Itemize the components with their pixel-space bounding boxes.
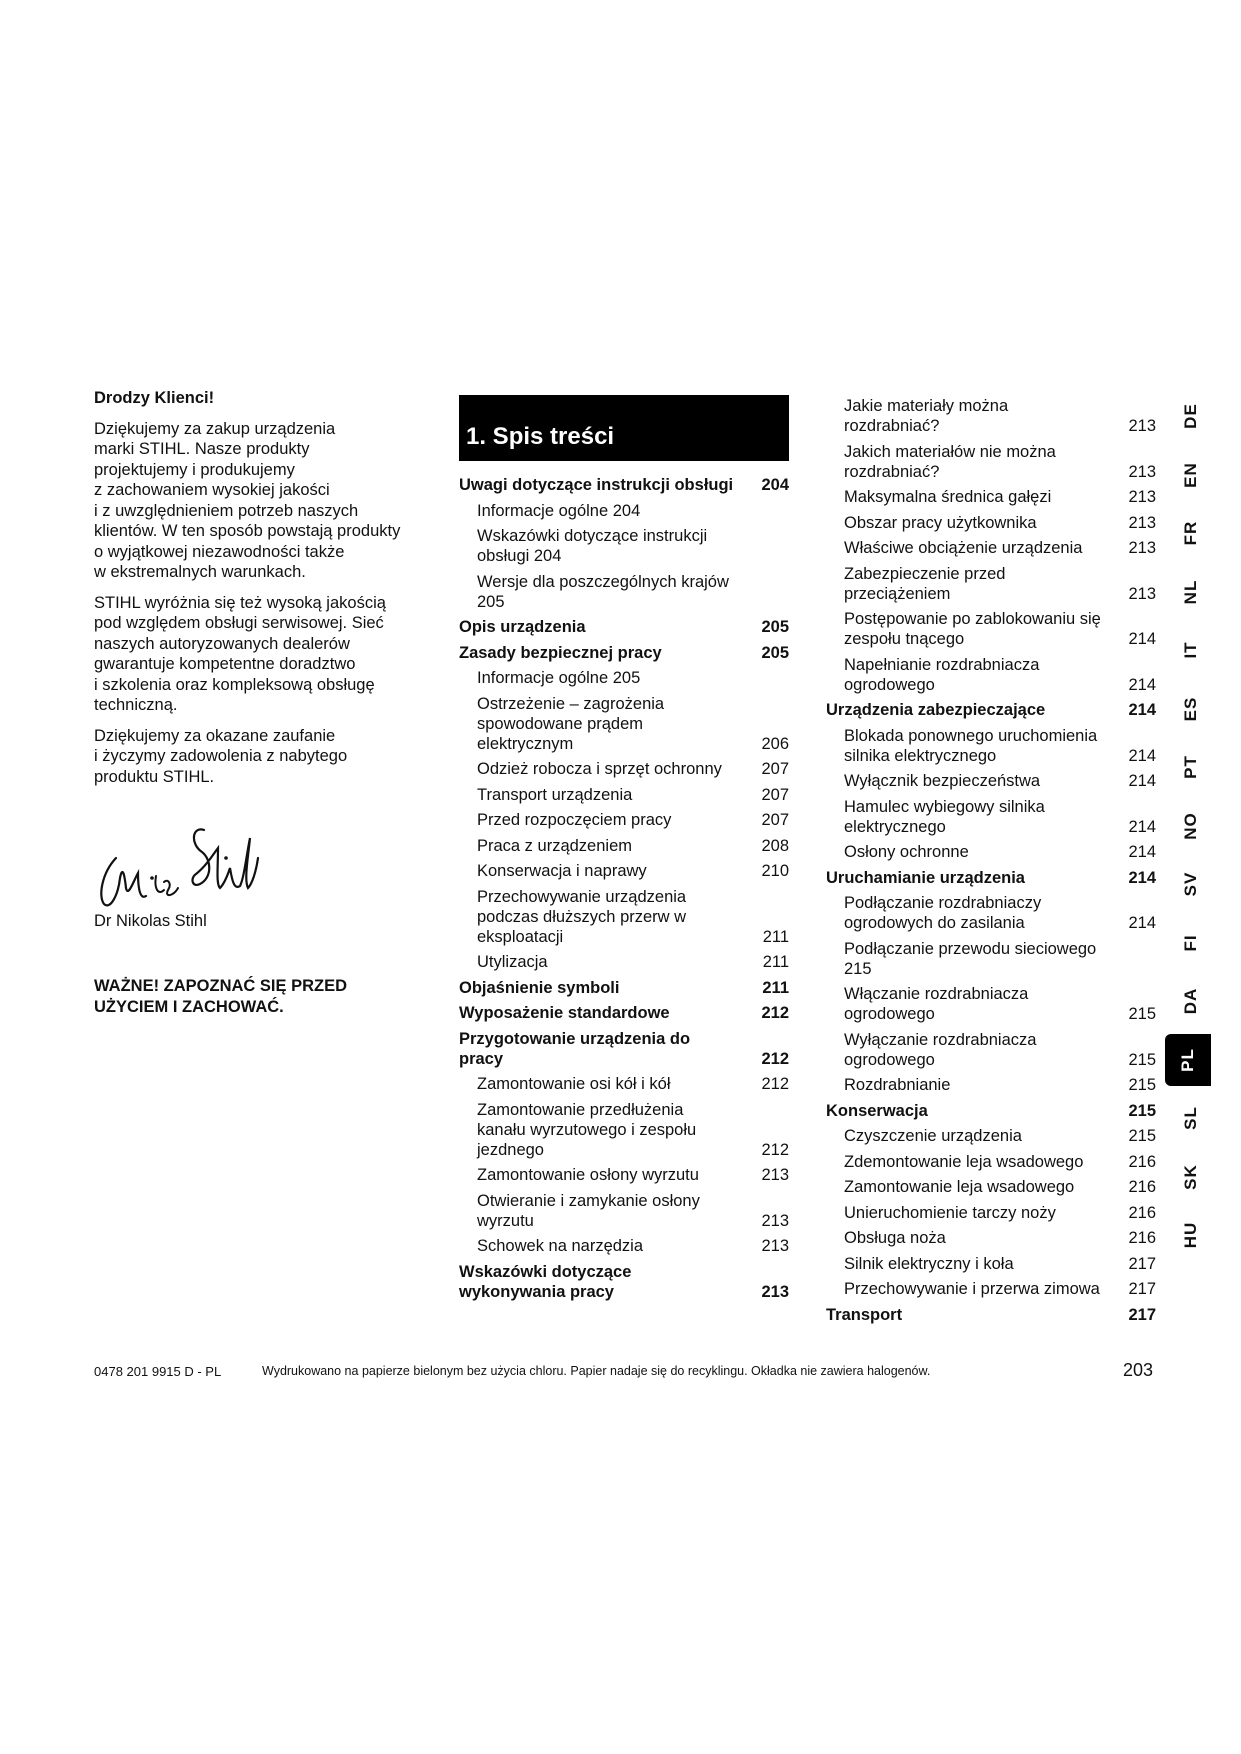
toc-entry-title: Transport bbox=[826, 1305, 903, 1324]
toc-entry-page: 205 bbox=[761, 643, 789, 662]
toc-entry-title: Włączanie rozdrabniacza ogrodowego bbox=[844, 985, 1029, 1023]
language-tab-de[interactable] bbox=[1171, 390, 1211, 442]
toc-entry bbox=[826, 655, 1156, 695]
toc-entry bbox=[826, 842, 1156, 862]
toc-entry-page: 206 bbox=[761, 734, 789, 753]
toc-entry-page: 213 bbox=[761, 1282, 789, 1301]
toc-entry-page: 213 bbox=[1128, 539, 1156, 557]
toc-entry-title: Hamulec wybiegowy silnika elektrycznego bbox=[844, 797, 1045, 836]
toc-entry-page: 214 bbox=[1128, 701, 1156, 719]
language-tab-label: NL bbox=[1181, 579, 1200, 604]
toc-entry-title: Konserwacja i naprawy bbox=[477, 862, 647, 880]
toc-entry-page: 211 bbox=[762, 978, 789, 997]
intro-paragraph-3: Dziękujemy za okazane zaufanie i życzymy zadowolenia z nabytego produktu STIHL. bbox=[94, 726, 348, 786]
toc-entry-title: Postępowanie po zablokowaniu się zespołu tnącego bbox=[844, 610, 1101, 648]
toc-entry-title: Wersje dla poszczególnych krajów 205 bbox=[477, 572, 729, 611]
toc-entry-page: 216 bbox=[1128, 1203, 1156, 1222]
toc-entry-page: 212 bbox=[761, 1049, 789, 1068]
toc-entry bbox=[826, 700, 1156, 720]
toc-entry bbox=[826, 939, 1156, 979]
toc-entry-title: Zabezpieczenie przed przeciążeniem bbox=[844, 564, 1006, 603]
language-tab-en[interactable] bbox=[1171, 449, 1211, 501]
toc-entry bbox=[459, 572, 789, 612]
toc-entry bbox=[826, 868, 1156, 888]
toc-entry-title: Unieruchomienie tarczy noży bbox=[844, 1203, 1056, 1222]
toc-entry-page: 216 bbox=[1128, 1229, 1156, 1247]
toc-entry-title: Otwieranie i zamykanie osłony wyrzutu bbox=[477, 1191, 700, 1230]
toc-entry-page: 213 bbox=[761, 1237, 789, 1255]
toc-entry bbox=[459, 887, 789, 947]
toc-entry-page: 213 bbox=[761, 1166, 789, 1184]
toc-entry bbox=[459, 1074, 789, 1094]
toc-entry-page: 211 bbox=[762, 927, 789, 946]
toc-entry-page: 215 bbox=[1128, 1101, 1156, 1120]
toc-entry bbox=[826, 893, 1156, 933]
toc-column-3 bbox=[826, 396, 1156, 1330]
toc-entry bbox=[459, 1100, 789, 1160]
toc-entry bbox=[826, 609, 1156, 649]
language-tab-label: PT bbox=[1181, 755, 1200, 779]
toc-entry-title: Właściwe obciążenie urządzenia bbox=[844, 539, 1083, 557]
toc-entry bbox=[826, 487, 1156, 507]
intro-paragraph-2: STIHL wyróżnia się też wysoką jakością pod względem obsługi serwisowej. Sieć naszych autoryzowanych dealerów gwarantuje kompetentne doradztwo i szkolenia oraz kompleksową obsługę techniczną. bbox=[94, 593, 386, 714]
toc-entry bbox=[459, 1191, 789, 1231]
language-tab-label: SL bbox=[1181, 1106, 1200, 1130]
language-tab-label: DE bbox=[1181, 403, 1200, 429]
toc-entry-title: Jakie materiały można rozdrabniać? bbox=[844, 397, 1009, 435]
toc-entry-title: Podłączanie przewodu sieciowego 215 bbox=[844, 939, 1097, 978]
toc-entry bbox=[826, 1075, 1156, 1095]
language-tab-label: ES bbox=[1181, 696, 1200, 721]
toc-entry bbox=[459, 836, 789, 856]
toc-entry bbox=[826, 1152, 1156, 1172]
printing-note: Wydrukowano na papierze bielonym bez użycia chloru. Papier nadaje się do recyklingu. Okładka nie zawiera halogenów. bbox=[262, 1364, 931, 1378]
intro-letter bbox=[94, 388, 424, 797]
language-tab-hu[interactable] bbox=[1171, 1209, 1211, 1261]
toc-entry-title: Konserwacja bbox=[826, 1101, 928, 1120]
toc-entry-page: 215 bbox=[1128, 1050, 1156, 1069]
toc-entry-title: Wyłącznik bezpieczeństwa bbox=[844, 772, 1041, 790]
toc-column-2 bbox=[459, 475, 789, 1307]
language-tab-label: SV bbox=[1181, 871, 1200, 897]
language-tab-label: FI bbox=[1181, 933, 1200, 952]
toc-entry-title: Obsługa noża bbox=[844, 1229, 946, 1247]
toc-entry bbox=[459, 1165, 789, 1185]
toc-entry-title: Przechowywanie i przerwa zimowa bbox=[844, 1280, 1100, 1298]
toc-entry-page: 215 bbox=[1128, 1005, 1156, 1023]
toc-entry-page: 214 bbox=[1128, 868, 1156, 887]
language-tab-label: PL bbox=[1178, 1047, 1197, 1072]
toc-entry bbox=[826, 1126, 1156, 1146]
toc-entry-page: 216 bbox=[1128, 1152, 1156, 1171]
toc-entry bbox=[826, 442, 1156, 482]
toc-entry-title: Wyposażenie standardowe bbox=[459, 1004, 670, 1022]
toc-entry bbox=[459, 810, 789, 830]
toc-entry-page: 214 bbox=[1128, 630, 1156, 648]
toc-entry-page: 207 bbox=[761, 785, 789, 804]
toc-entry-title: Przygotowanie urządzenia do pracy bbox=[459, 1029, 691, 1068]
toc-entry-title: Objaśnienie symboli bbox=[459, 978, 620, 997]
toc-entry bbox=[826, 1030, 1156, 1070]
toc-entry-title: Zamontowanie osi kół i kół bbox=[477, 1075, 671, 1093]
toc-entry bbox=[459, 643, 789, 663]
toc-entry-title: Wskazówki dotyczące instrukcji obsługi 204 bbox=[477, 527, 708, 565]
toc-entry bbox=[459, 861, 789, 881]
toc-entry-title: Przed rozpoczęciem pracy bbox=[477, 811, 672, 829]
toc-entry-title: Silnik elektryczny i koła bbox=[844, 1254, 1014, 1273]
toc-entry-title: Zamontowanie przedłużenia kanału wyrzutowego i zespołu jezdnego bbox=[477, 1100, 697, 1159]
toc-title-bar bbox=[459, 395, 789, 461]
toc-entry-title: Napełnianie rozdrabniacza ogrodowego bbox=[844, 655, 1040, 694]
toc-entry bbox=[826, 984, 1156, 1024]
toc-entry-title: Podłączanie rozdrabniaczy ogrodowych do zasilania bbox=[844, 894, 1042, 932]
toc-entry bbox=[826, 538, 1156, 558]
toc-entry-title: Uwagi dotyczące instrukcji obsługi bbox=[459, 476, 734, 494]
toc-entry-page: 215 bbox=[1128, 1127, 1156, 1145]
warning-notice: WAŻNE! ZAPOZNAĆ SIĘ PRZED UŻYCIEM I ZACHOWAĆ. bbox=[94, 977, 348, 1016]
language-tab-pt[interactable] bbox=[1171, 741, 1211, 793]
toc-entry-title: Zamontowanie osłony wyrzutu bbox=[477, 1166, 699, 1184]
language-tab-label: SK bbox=[1181, 1163, 1200, 1190]
toc-entry-page: 214 bbox=[1128, 817, 1156, 836]
toc-entry bbox=[459, 1262, 789, 1302]
toc-entry bbox=[826, 396, 1156, 436]
toc-entry-page: 217 bbox=[1128, 1305, 1156, 1324]
language-tab-label: DA bbox=[1181, 987, 1200, 1015]
toc-entry-title: Wyłączanie rozdrabniacza ogrodowego bbox=[844, 1030, 1037, 1069]
toc-entry bbox=[459, 978, 789, 998]
toc-entry bbox=[826, 1228, 1156, 1248]
toc-entry-page: 210 bbox=[761, 862, 789, 880]
language-tab-it[interactable] bbox=[1171, 624, 1211, 676]
toc-entry-page: 215 bbox=[1128, 1076, 1156, 1094]
toc-entry bbox=[826, 1177, 1156, 1197]
language-tab-pl[interactable] bbox=[1165, 1034, 1211, 1086]
toc-entry bbox=[459, 952, 789, 972]
toc-entry-page: 207 bbox=[761, 811, 789, 829]
toc-entry bbox=[826, 1101, 1156, 1121]
toc-entry-title: Opis urządzenia bbox=[459, 618, 586, 636]
toc-entry-page: 217 bbox=[1128, 1280, 1156, 1298]
toc-entry-page: 214 bbox=[1128, 746, 1156, 765]
toc-entry bbox=[826, 797, 1156, 837]
toc-title: 1. Spis treści bbox=[466, 423, 615, 450]
toc-entry bbox=[459, 501, 789, 521]
toc-entry-title: Informacje ogólne 205 bbox=[477, 669, 641, 687]
document-code: 0478 201 9915 D - PL bbox=[94, 1364, 222, 1379]
toc-entry-title: Przechowywanie urządzenia podczas dłuższych przerw w eksploatacji bbox=[477, 887, 687, 946]
toc-entry bbox=[826, 513, 1156, 533]
toc-entry-page: 205 bbox=[761, 618, 789, 636]
toc-entry-page: 213 bbox=[1128, 513, 1156, 532]
toc-entry bbox=[459, 785, 789, 805]
toc-entry-page: 213 bbox=[1128, 488, 1156, 506]
toc-entry bbox=[459, 475, 789, 495]
toc-entry bbox=[826, 1203, 1156, 1223]
toc-entry-title: Jakich materiałów nie można rozdrabniać? bbox=[844, 442, 1056, 481]
language-tab-fi[interactable] bbox=[1171, 917, 1211, 969]
toc-entry-title: Praca z urządzeniem bbox=[477, 836, 632, 855]
language-tab-sk[interactable] bbox=[1171, 1151, 1211, 1203]
language-tab-sv[interactable] bbox=[1171, 858, 1211, 910]
toc-entry-title: Uruchamianie urządzenia bbox=[826, 868, 1025, 887]
toc-entry-title: Wskazówki dotyczące wykonywania pracy bbox=[459, 1262, 632, 1301]
toc-entry-page: 213 bbox=[761, 1211, 789, 1230]
toc-entry-title: Informacje ogólne 204 bbox=[477, 501, 641, 520]
language-tab-label: IT bbox=[1181, 641, 1200, 659]
toc-entry bbox=[459, 668, 789, 688]
toc-entry-page: 212 bbox=[761, 1075, 789, 1093]
toc-entry bbox=[459, 1003, 789, 1023]
toc-entry-page: 214 bbox=[1128, 914, 1156, 932]
toc-entry-page: 214 bbox=[1128, 772, 1156, 790]
toc-entry-page: 212 bbox=[761, 1140, 789, 1159]
toc-entry bbox=[826, 1279, 1156, 1299]
toc-entry-title: Transport urządzenia bbox=[477, 785, 633, 804]
toc-entry-title: Czyszczenie urządzenia bbox=[844, 1127, 1022, 1145]
toc-entry-title: Obszar pracy użytkownika bbox=[844, 513, 1037, 532]
toc-entry-title: Urządzenia zabezpieczające bbox=[826, 701, 1046, 719]
toc-entry-page: 217 bbox=[1128, 1254, 1156, 1273]
toc-entry-title: Blokada ponownego uruchomienia silnika elektrycznego bbox=[844, 726, 1098, 765]
toc-entry-title: Ostrzeżenie – zagrożenia spowodowane prądem elektrycznym bbox=[477, 694, 665, 753]
toc-entry-page: 214 bbox=[1128, 675, 1156, 694]
signer-name: Dr Nikolas Stihl bbox=[94, 912, 207, 930]
toc-entry-page: 212 bbox=[761, 1004, 789, 1022]
toc-entry-title: Osłony ochronne bbox=[844, 843, 969, 861]
toc-entry bbox=[826, 564, 1156, 604]
toc-entry-page: 214 bbox=[1128, 843, 1156, 861]
toc-entry bbox=[826, 1254, 1156, 1274]
toc-entry-page: 213 bbox=[1128, 417, 1156, 435]
toc-entry-title: Utylizacja bbox=[477, 953, 548, 971]
toc-entry-page: 204 bbox=[761, 476, 789, 494]
toc-entry bbox=[826, 1305, 1156, 1325]
toc-entry-page: 207 bbox=[761, 760, 789, 778]
toc-entry bbox=[459, 759, 789, 779]
toc-entry-page: 213 bbox=[1128, 462, 1156, 481]
toc-entry-page: 211 bbox=[762, 953, 789, 971]
toc-entry-title: Zasady bezpiecznej pracy bbox=[459, 643, 662, 662]
language-tab-sl[interactable] bbox=[1171, 1092, 1211, 1144]
language-tab-label: HU bbox=[1181, 1221, 1200, 1249]
toc-entry-page: 213 bbox=[1128, 584, 1156, 603]
language-tab-label: NO bbox=[1181, 811, 1200, 840]
handwritten-signature bbox=[94, 818, 264, 913]
toc-entry bbox=[459, 1029, 789, 1069]
toc-entry bbox=[826, 771, 1156, 791]
language-tab-label: FR bbox=[1181, 520, 1200, 546]
toc-entry-title: Maksymalna średnica gałęzi bbox=[844, 488, 1052, 506]
language-tab-label: EN bbox=[1181, 461, 1200, 488]
toc-entry-page: 208 bbox=[761, 836, 789, 855]
toc-entry-title: Rozdrabnianie bbox=[844, 1076, 951, 1094]
toc-entry-title: Odzież robocza i sprzęt ochronny bbox=[477, 760, 722, 778]
language-tab-no[interactable] bbox=[1171, 800, 1211, 852]
toc-entry bbox=[459, 694, 789, 754]
toc-entry bbox=[459, 526, 789, 566]
toc-entry-title: Zdemontowanie leja wsadowego bbox=[844, 1152, 1084, 1171]
language-tab-nl[interactable] bbox=[1171, 566, 1211, 618]
language-tab-fr[interactable] bbox=[1171, 507, 1211, 559]
toc-entry bbox=[459, 1236, 789, 1256]
toc-entry-title: Schowek na narzędzia bbox=[477, 1237, 644, 1255]
toc-entry bbox=[826, 726, 1156, 766]
page-number: 203 bbox=[1123, 1360, 1154, 1380]
intro-paragraph-1: Dziękujemy za zakup urządzenia marki STIHL. Nasze produkty projektujemy i produkujemy z zachowaniem wysokiej jakości i z uwzględnieniem potrzeb naszych klientów. W ten sposób powstają produkty o wyjątkowej niezawodności także w ekstremalnych warunkach. bbox=[94, 419, 401, 581]
toc-entry bbox=[459, 617, 789, 637]
language-tab-da[interactable] bbox=[1171, 975, 1211, 1027]
toc-entry-title: Zamontowanie leja wsadowego bbox=[844, 1178, 1075, 1196]
greeting: Drodzy Klienci! bbox=[94, 389, 215, 407]
language-tab-es[interactable] bbox=[1171, 683, 1211, 735]
toc-entry-page: 216 bbox=[1128, 1178, 1156, 1196]
